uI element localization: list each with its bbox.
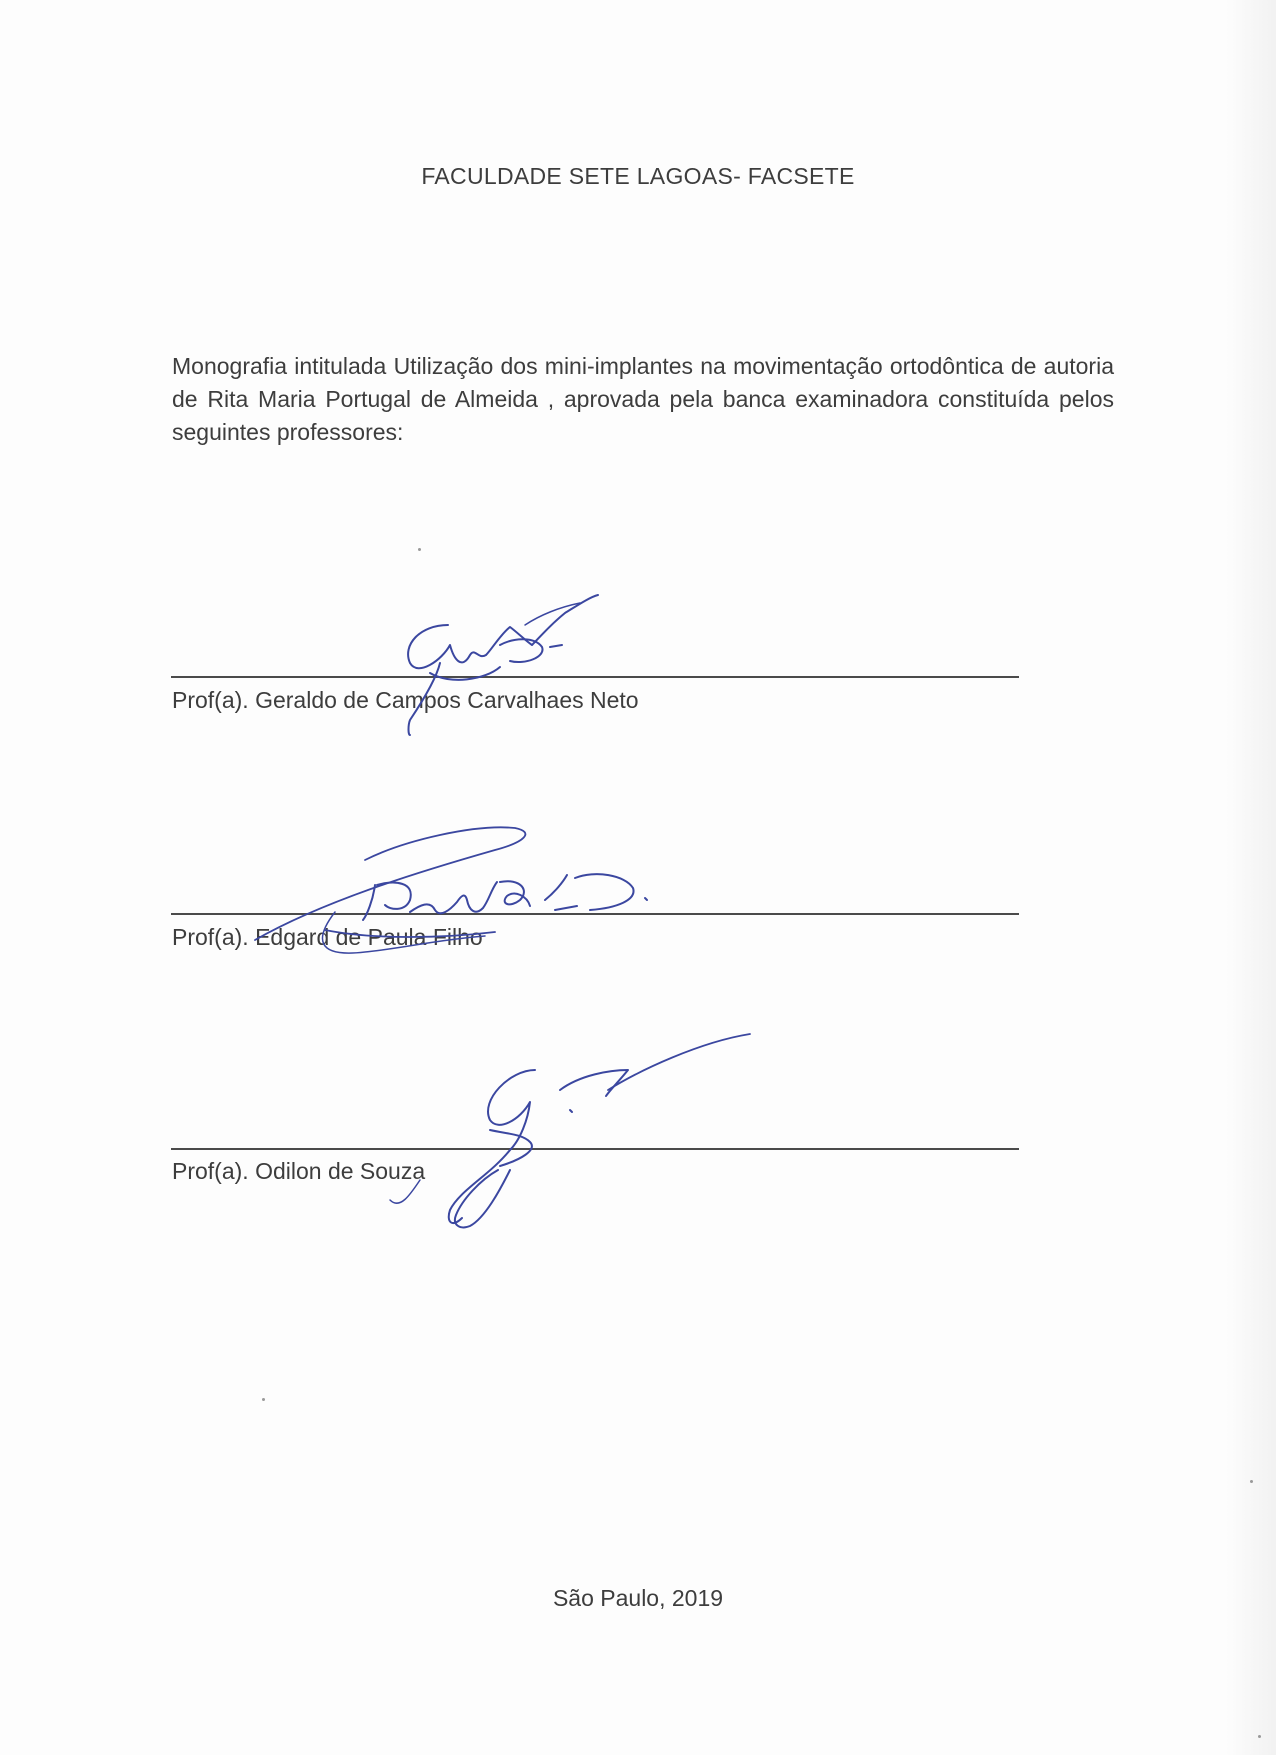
committee-member-3: Prof(a). Odilon de Souza [172,1158,426,1184]
place-date: São Paulo, 2019 [552,1585,724,1611]
scan-speck [262,1398,265,1401]
signature-3 [370,1030,760,1230]
scan-speck [418,548,421,551]
signature-1 [350,585,610,735]
scan-edge-shadow [1226,0,1276,1755]
signature-2 [245,820,675,960]
scan-speck [1250,1480,1253,1483]
committee-member-1: Prof(a). Geraldo de Campos Carvalhaes Neto [172,687,639,713]
committee-member-2: Prof(a). Edgard de Paula Filho [172,924,483,950]
approval-paragraph: Monografia intitulada Utilização dos mini-implantes na movimentação ortodôntica de autoria de Rita Maria Portugal de Almeida , aprovada pela banca examinadora constituída pelos seguintes professores: [172,353,1114,445]
scan-speck [1258,1735,1261,1738]
institution-title: FACULDADE SETE LAGOAS- FACSETE [421,163,855,189]
